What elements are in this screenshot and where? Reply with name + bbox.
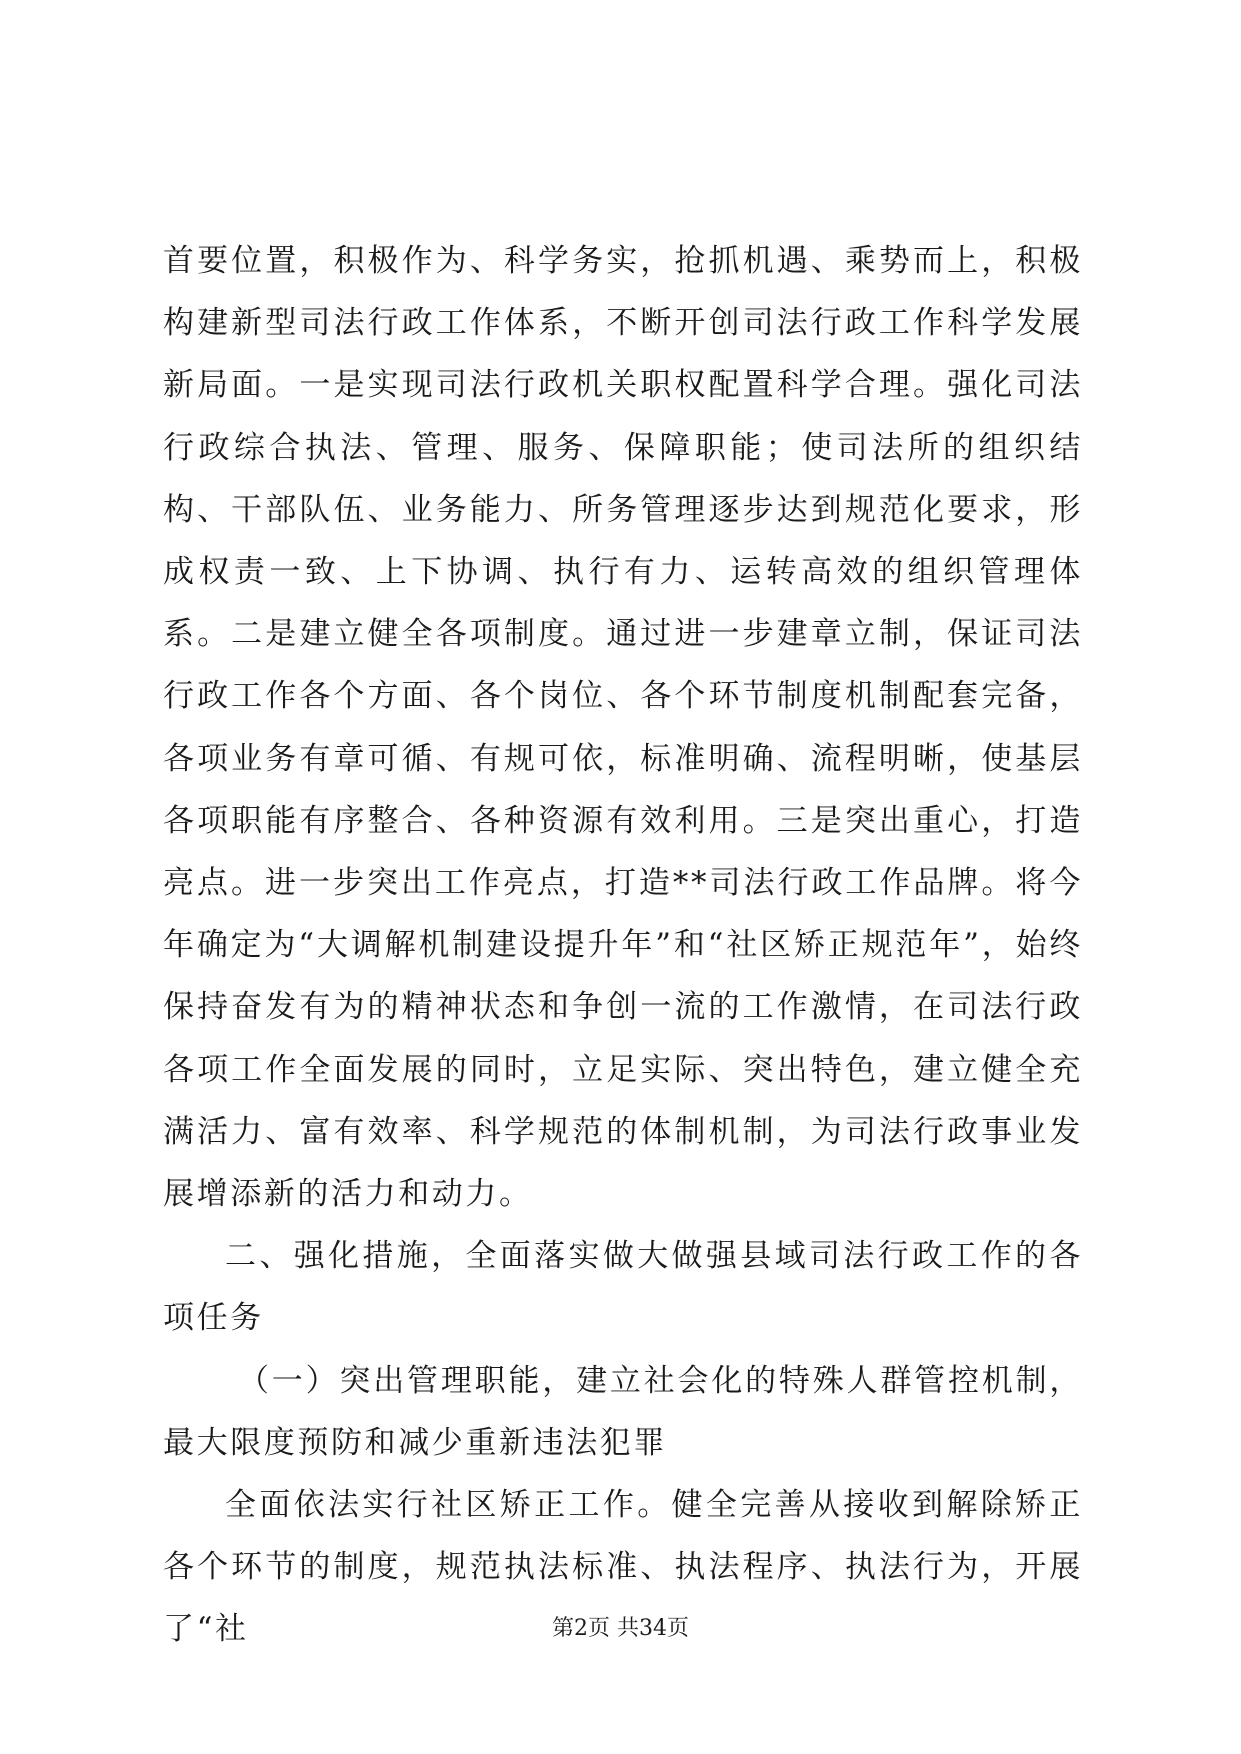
body-paragraph-2: 全面依法实行社区矫正工作。健全完善从接收到解除矫正各个环节的制度，规范执法标准、执法程序、执法行为，开展了“社 xyxy=(163,1487,1083,1648)
section-heading-2: 二、强化措施，全面落实做大做强县域司法行政工作的各项任务 xyxy=(163,1238,1083,1337)
subsection-heading-1: （一）突出管理职能，建立社会化的特殊人群管控机制，最大限度预防和减少重新违法犯罪 xyxy=(163,1362,1083,1461)
document-body xyxy=(163,230,1083,1661)
page-number-footer: 第2页 共34页 xyxy=(552,1616,689,1641)
body-paragraph-1: 首要位置，积极作为、科学务实，抢抓机遇、乘势而上，积极构建新型司法行政工作体系，不断开创司法行政工作科学发展新局面。一是实现司法行政机关职权配置科学合理。强化司法行政综合执法、管理、服务、保障职能；使司法所的组织结构、干部队伍、业务能力、所务管理逐步达到规范化要求，形成权责一致、上下协调、执行有力、运转高效的组织管理体系。二是建立健全各项制度。通过进一步建章立制，保证司法行政工作各个方面、各个岗位、各个环节制度机制配套完备，各项业务有章可循、有规可依，标准明确、流程明晰，使基层各项职能有序整合、各种资源有效利用。三是突出重心，打造亮点。进一步突出工作亮点，打造**司法行政工作品牌。将今年确定为“大调解机制建设提升年”和“社区矫正规范年”，始终保持奋发有为的精神状态和争创一流的工作激情，在司法行政各项工作全面发展的同时，立足实际、突出特色，建立健全充满活力、富有效率、科学规范的体制机制，为司法行政事业发展增添新的活力和动力。 xyxy=(163,243,1083,1213)
